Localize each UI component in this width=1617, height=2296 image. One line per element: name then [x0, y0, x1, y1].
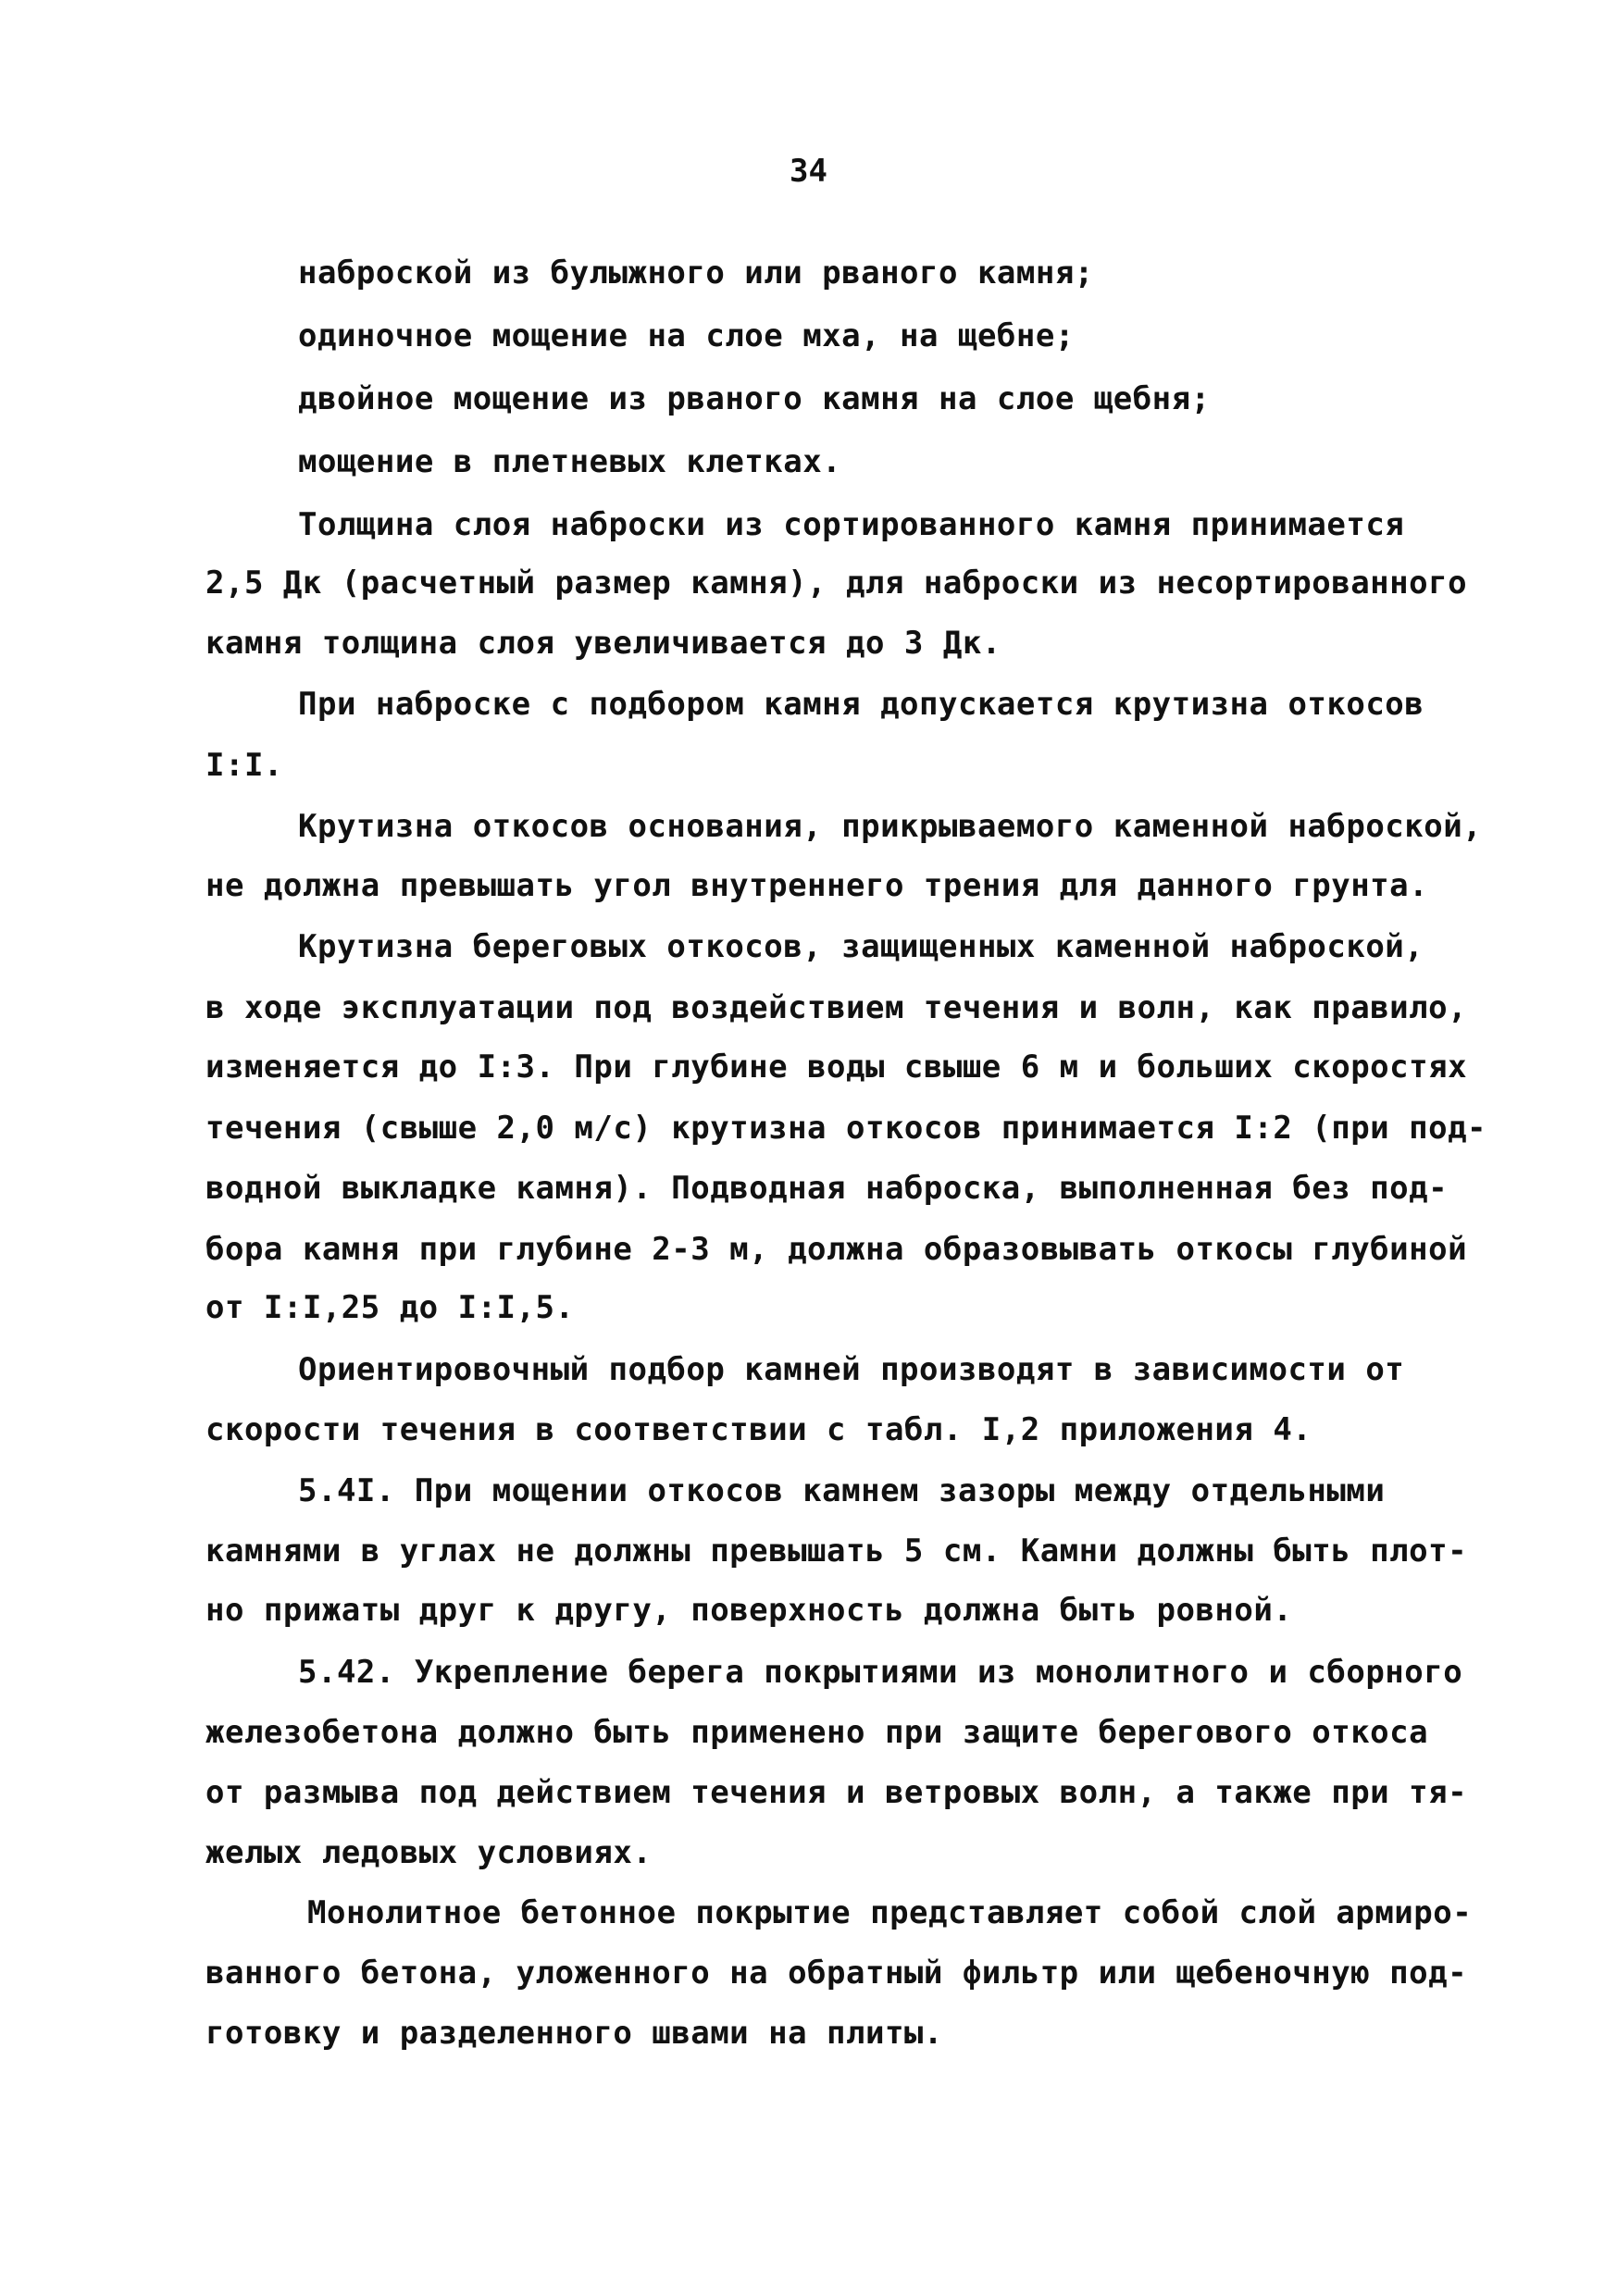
text-line: но прижаты друг к другу, поверхность должна быть ровной.	[205, 1592, 1293, 1629]
text-line: готовку и разделенного швами на плиты.	[205, 2015, 943, 2052]
text-line: наброской из булыжного или рваного камня;	[298, 254, 1094, 292]
text-line: Монолитное бетонное покрытие представляет собой слой армиро-	[307, 1894, 1473, 1931]
text-line: от размыва под действием течения и ветровых волн, а также при тя-	[205, 1774, 1468, 1811]
text-line: 5.4I. При мощении откосов камнем зазоры между отдельными	[298, 1472, 1386, 1509]
text-line: При наброске с подбором камня допускается крутизна откосов	[298, 686, 1424, 723]
text-line: I:I.	[205, 747, 283, 784]
text-line: течения (свыше 2,0 м/с) крутизна откосов принимается I:2 (при под-	[205, 1110, 1487, 1147]
text-line: Толщина слоя наброски из сортированного камня принимается	[298, 506, 1405, 543]
text-line: двойное мощение из рваного камня на слое щебня;	[298, 380, 1211, 417]
text-line: одиночное мощение на слое мха, на щебне;	[298, 317, 1075, 354]
text-line: Крутизна откосов основания, прикрываемого каменной наброской,	[298, 808, 1483, 845]
text-line: камня толщина слоя увеличивается до 3 Дк.	[205, 625, 1001, 662]
text-line: 2,5 Дк (расчетный размер камня), для наброски из несортированного	[205, 565, 1468, 602]
text-line: бора камня при глубине 2-3 м, должна образовывать откосы глубиной	[205, 1231, 1468, 1268]
text-line: камнями в углах не должны превышать 5 см. Камни должны быть плот-	[205, 1533, 1468, 1570]
text-line: изменяется до I:3. При глубине воды свыше 6 м и больших скоростях	[205, 1049, 1468, 1086]
text-line: ванного бетона, уложенного на обратный фильтр или щебеночную под-	[205, 1955, 1468, 1992]
text-line: водной выкладке камня). Подводная наброска, выполненная без под-	[205, 1170, 1449, 1207]
text-line: железобетона должно быть применено при защите берегового откоса	[205, 1714, 1429, 1751]
text-line: мощение в плетневых клетках.	[298, 443, 842, 480]
text-line: 5.42. Укрепление берега покрытиями из монолитного и сборного	[298, 1654, 1463, 1691]
text-line: Ориентировочный подбор камней производят в зависимости от	[298, 1351, 1405, 1388]
text-line: от I:I,25 до I:I,5.	[205, 1289, 575, 1326]
text-line: в ходе эксплуатации под воздействием течения и волн, как правило,	[205, 989, 1468, 1026]
text-line: скорости течения в соответствии с табл. I,2 приложения 4.	[205, 1411, 1312, 1448]
page-number: 34	[790, 153, 827, 190]
text-line: желых ледовых условиях.	[205, 1834, 653, 1871]
text-line: Крутизна береговых откосов, защищенных каменной наброской,	[298, 928, 1424, 965]
text-line: не должна превышать угол внутреннего трения для данного грунта.	[205, 867, 1429, 904]
